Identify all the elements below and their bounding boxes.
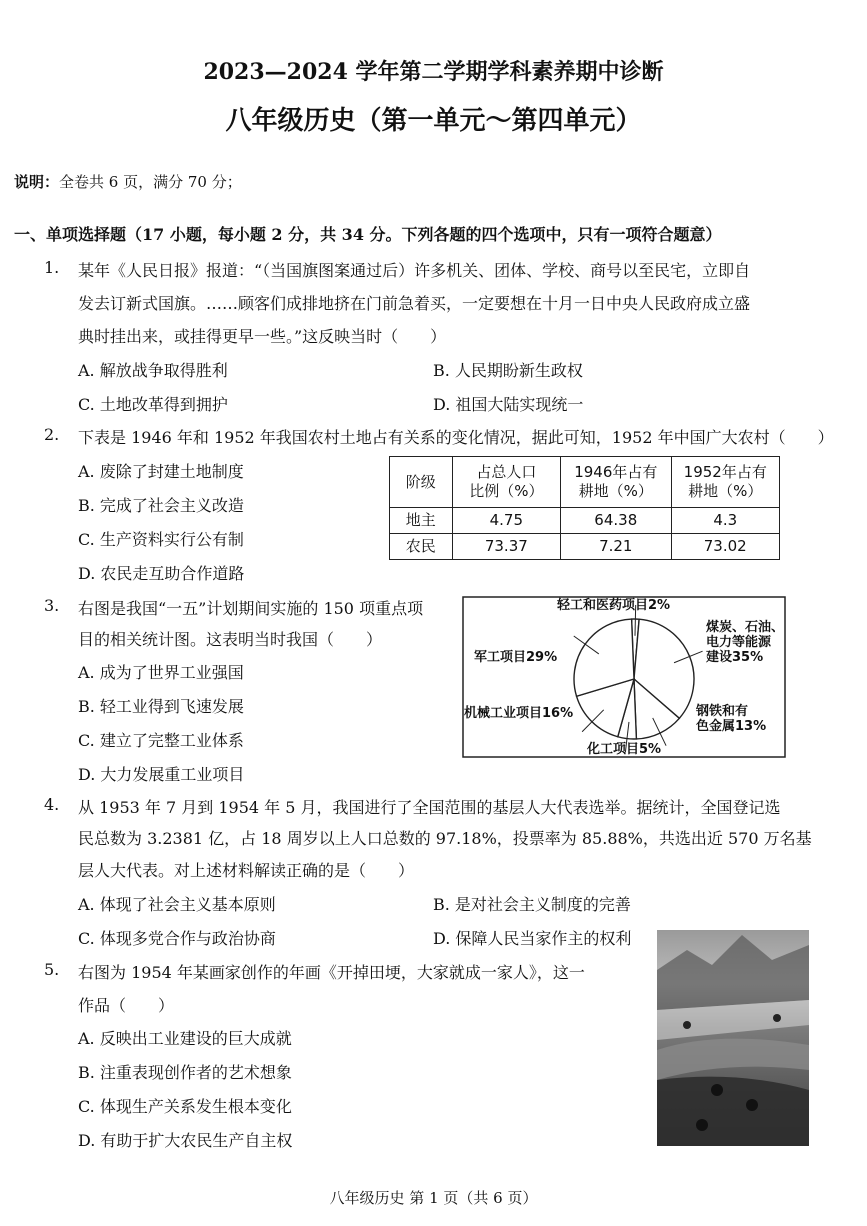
page-footer: 八年级历史 第 1 页（共 6 页） [329, 1189, 538, 1207]
question-4-option-d[interactable]: D. 保障人民当家作主的权利 [433, 929, 632, 948]
pie-label-military: 军工项目29% [474, 650, 558, 665]
painting-figure [773, 1014, 781, 1022]
question-2-option-d[interactable]: D. 农民走互助合作道路 [78, 564, 245, 583]
table-row [390, 534, 780, 560]
painting-figure [683, 1021, 691, 1029]
question-1-option-c[interactable]: C. 土地改革得到拥护 [78, 395, 228, 414]
exam-note [14, 171, 242, 192]
question-4-number: 4. [44, 795, 60, 814]
question-1-option-d[interactable]: D. 祖国大陆实现统一 [433, 395, 584, 414]
table-cell: 73.37 [452, 534, 560, 560]
pie-label-energy: 煤炭、石油、 电力等能源 建设35% [706, 620, 785, 665]
question-5-number: 5. [44, 960, 60, 979]
projects-pie-chart [462, 596, 786, 758]
painting-figure [746, 1099, 758, 1111]
question-2-number: 2. [44, 425, 60, 444]
question-2-option-b[interactable]: B. 完成了社会主义改造 [78, 496, 244, 515]
painting-foreground [657, 1077, 809, 1146]
painting-figure [696, 1119, 708, 1131]
table-row [390, 508, 780, 534]
table-cell: 地主 [390, 508, 453, 534]
question-3-number: 3. [44, 596, 60, 615]
question-5-option-a[interactable]: A. 反映出工业建设的巨大成就 [78, 1029, 292, 1048]
question-3-stem-line2: 目的相关统计图。这表明当时我国（ ） [78, 630, 383, 649]
question-5-option-b[interactable]: B. 注重表现创作者的艺术想象 [78, 1063, 292, 1082]
question-1-stem-line1: 某年《人民日报》报道：“（当国旗图案通过后）许多机关、团体、学校、商号以至民宅，立即自 [78, 261, 751, 280]
question-5-option-d[interactable]: D. 有助于扩大农民生产自主权 [78, 1131, 293, 1150]
table-header-1946: 1946年占有 耕地（%） [561, 457, 671, 508]
question-4-stem-line2: 民总数为 3.2381 亿，占 18 周岁以上人口总数的 97.18%，投票率为 85.88%，共选出近 570 万名基 [78, 829, 812, 848]
pie-label-chemical: 化工项目5% [587, 742, 662, 757]
question-5-stem-line1: 右图为 1954 年某画家创作的年画《开掉田埂，大家就成一家人》，这一 [78, 963, 585, 982]
exam-title: 2023—2024 学年第二学期学科素养期中诊断 [203, 59, 664, 85]
table-header-row [390, 457, 780, 508]
question-4-option-c[interactable]: C. 体现多党合作与政治协商 [78, 929, 276, 948]
table-cell: 4.3 [671, 508, 780, 534]
pie-label-light-industry: 轻工和医药项目2% [557, 598, 671, 613]
table-cell: 7.21 [561, 534, 671, 560]
question-5-stem-line2: 作品（ ） [78, 996, 175, 1015]
table-header-population: 占总人口 比例（%） [452, 457, 560, 508]
painting-illustration [657, 930, 809, 1146]
table-header-class: 阶级 [390, 457, 453, 508]
table-header-1952: 1952年占有 耕地（%） [671, 457, 780, 508]
question-2-stem: 下表是 1946 年和 1952 年我国农村土地占有关系的变化情况，据此可知，1952 年中国广大农村（ ） [78, 428, 834, 447]
question-1-stem-line3: 典时挂出来，或挂得更早一些。”这反映当时（ ） [78, 327, 447, 346]
question-3-option-b[interactable]: B. 轻工业得到飞速发展 [78, 697, 244, 716]
question-1-stem-line2: 发去订新式国旗。……顾客们成排地挤在门前急着买，一定要想在十月一日中央人民政府成立盛 [78, 294, 751, 313]
painting-mountains [657, 935, 809, 1010]
question-3-stem-line1: 右图是我国“一五”计划期间实施的 150 项重点项 [78, 599, 424, 618]
pie-label-steel: 钢铁和有 色金属13% [696, 704, 767, 734]
question-2-option-c[interactable]: C. 生产资料实行公有制 [78, 530, 244, 549]
section-heading: 一、单项选择题（17 小题，每小题 2 分，共 34 分。下列各题的四个选项中，只有一项符合题意） [14, 225, 722, 244]
question-3-option-c[interactable]: C. 建立了完整工业体系 [78, 731, 244, 750]
land-ownership-table [389, 456, 780, 560]
table-cell: 73.02 [671, 534, 780, 560]
question-4-option-b[interactable]: B. 是对社会主义制度的完善 [433, 895, 631, 914]
note-text: 全卷共 6 页，满分 70 分； [59, 173, 242, 191]
table-cell: 64.38 [561, 508, 671, 534]
question-4-stem-line3: 层人大代表。对上述材料解读正确的是（ ） [78, 861, 415, 880]
note-label: 说明： [14, 173, 60, 191]
question-3-option-a[interactable]: A. 成为了世界工业强国 [78, 663, 244, 682]
pie-label-machinery: 机械工业项目16% [464, 706, 574, 721]
table-cell: 4.75 [452, 508, 560, 534]
question-2-option-a[interactable]: A. 废除了封建土地制度 [78, 462, 244, 481]
question-4-option-a[interactable]: A. 体现了社会主义基本原则 [78, 895, 276, 914]
question-3-option-d[interactable]: D. 大力发展重工业项目 [78, 765, 245, 784]
exam-subtitle: 八年级历史（第一单元～第四单元） [225, 106, 642, 136]
painting-figure [711, 1084, 723, 1096]
painting-field-band [657, 1039, 809, 1080]
new-year-painting-image [657, 930, 809, 1146]
question-1-number: 1. [44, 258, 60, 277]
table-cell: 农民 [390, 534, 453, 560]
question-1-option-b[interactable]: B. 人民期盼新生政权 [433, 361, 583, 380]
pie-slices [574, 619, 694, 739]
question-5-option-c[interactable]: C. 体现生产关系发生根本变化 [78, 1097, 292, 1116]
question-1-option-a[interactable]: A. 解放战争取得胜利 [78, 361, 228, 380]
question-4-stem-line1: 从 1953 年 7 月到 1954 年 5 月，我国进行了全国范围的基层人大代表选举。据统计，全国登记选 [78, 798, 781, 817]
